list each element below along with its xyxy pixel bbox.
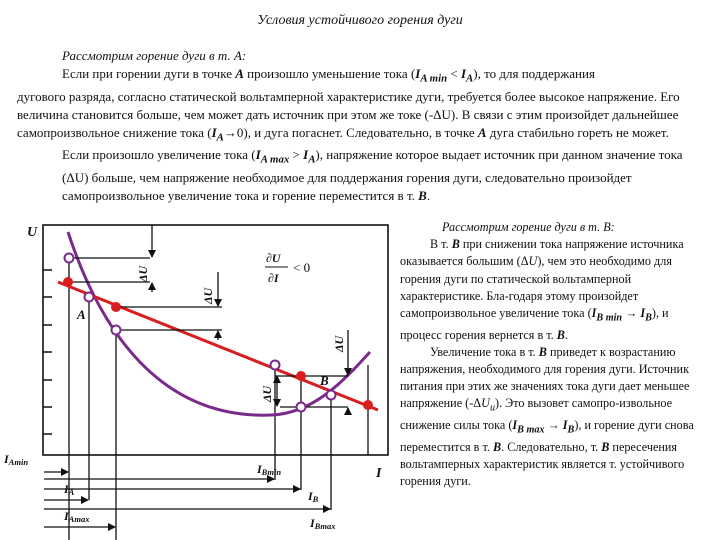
txt: пересечения вольтамперных характеристик является т. устойчивого горения дуги. [400,439,685,489]
page-title: Условия устойчивого горения дуги [257,13,463,28]
txt: I [591,306,597,321]
txt: приведет к возрастанию напряжения, необходимого для горения дуги. Источник питания при этих же значениях тока дуги дает меньшее напряжение (-Δ [400,344,690,411]
arrow-icon: → [622,306,641,321]
curve-point-open [297,403,306,412]
txt: B [645,312,652,324]
label-i-b-max [309,516,336,531]
txt: В [492,439,502,454]
txt: I [310,516,315,530]
txt: A min [420,72,448,85]
txt: . [564,327,568,342]
txt: В [418,187,427,203]
delta-u-label: ΔU [136,265,150,282]
txt: 0), и дуга погаснет. Следовательно, в точке [236,124,478,140]
txt: . [426,187,431,203]
txt: ), и горение дуги снова переместится в т. [400,418,694,454]
txt: A [308,153,316,166]
curve-point-open [85,293,94,302]
txt: A max [260,153,290,166]
axis-i-label: I [376,466,382,481]
txt: В [538,344,547,359]
txt: произошло уменьшение тока ( [243,66,416,81]
point-b-label: B [320,373,329,388]
txt: I [562,418,568,433]
formula-denominator: ∂I [268,271,279,285]
txt: ). Это вызовет самопро-извольное снижение силы тока ( [400,396,673,433]
txt: ), чем это необходимо для горения дуги по статической вольтамперной характеристике. Бла-годаря этому произойдет самопроизвольное увеличение тока ( [400,254,672,321]
txt: А [477,124,487,140]
txt: и [489,402,496,414]
source-point-filled [63,277,73,287]
txt: Увеличение тока в т. [430,344,539,359]
label-i-b [307,489,319,504]
source-point-filled [111,302,121,312]
txt: I [308,489,313,503]
delta-u-label: ΔU [201,287,215,304]
label-i-a-max [63,509,90,524]
txt: ), то для поддержания [473,66,595,81]
formula-relation: < 0 [293,260,311,275]
curve-point-open [65,254,74,263]
txt: I [257,462,262,476]
txt: Bmax [314,521,336,531]
txt: I [64,509,69,523]
txt: Amax [68,514,90,524]
txt: B [567,424,575,436]
txt: В [556,327,565,342]
txt: Bmin [261,467,282,477]
txt: дуга стабильно гореть не может. [486,124,669,140]
txt: I [211,124,217,140]
txt: В [601,439,610,454]
curve-point-open [271,361,280,370]
txt: . Следовательно, т. [501,439,602,454]
txt: I [4,452,9,466]
txt: A [216,131,224,144]
point-a-label: A [77,307,86,322]
txt: I [64,482,69,496]
txt: ), и процесс горения вернется в т. [400,306,669,342]
txt: ), напряжение которое выдает источник при данном значение тока (ΔU) больше, чем напряжение необходимое для поддержания горения дуги, следовательно произойдет самопроизвольное увеличение тока и горение переместится в т. [62,147,683,203]
txt: I [640,306,646,321]
txt: < [447,66,461,81]
label-i-a-min [3,452,28,467]
txt: I [415,66,421,81]
txt: A [466,72,474,85]
intro-heading-text: Рассмотрим горение дуги в т. А: [62,48,247,63]
arrow-icon: → [544,418,563,433]
txt: B min [596,312,623,324]
txt: I [255,147,261,163]
txt: B [312,494,319,504]
txt: U [481,396,490,411]
label-i-b-min [256,462,281,477]
txt: при снижении тока напряжение источника оказывается большим (Δ [400,237,684,269]
source-point-filled [363,400,373,410]
txt: Если при горении дуги в точке [62,66,236,81]
txt: I [512,418,518,433]
txt: I [303,147,309,163]
axis-ticks [43,270,52,434]
source-point-filled [296,371,306,381]
txt: Если произошло увеличение тока ( [62,147,256,163]
txt: > [289,147,304,163]
curve-point-open [112,326,121,335]
txt: В т. [430,237,452,252]
curve-point-open [327,391,336,400]
txt: U [528,254,538,269]
txt: дугового разряда, согласно статической вольтамперной характеристике дуги, требуется более высокое напряжение. Его величина становится больше, чем может дать источник при этом же токе (-ΔU). В связи с этим произойдет дальнейшее самопроизвольное снижение тока ( [17,88,680,140]
txt: B max [517,424,545,436]
axis-u-label: U [27,225,38,240]
arrow-icon: → [223,124,237,140]
delta-u-label: ΔU [332,335,346,352]
txt: А [235,66,244,81]
delta-u-label: ΔU [260,385,274,402]
txt: A [68,487,75,497]
txt: Amin [8,457,29,467]
txt: I [460,66,467,81]
current-labels [3,452,336,531]
txt: В [451,237,460,252]
formula-numerator: ∂U [266,251,281,265]
txt: Рассмотрим горение дуги в т. В: [442,220,615,234]
